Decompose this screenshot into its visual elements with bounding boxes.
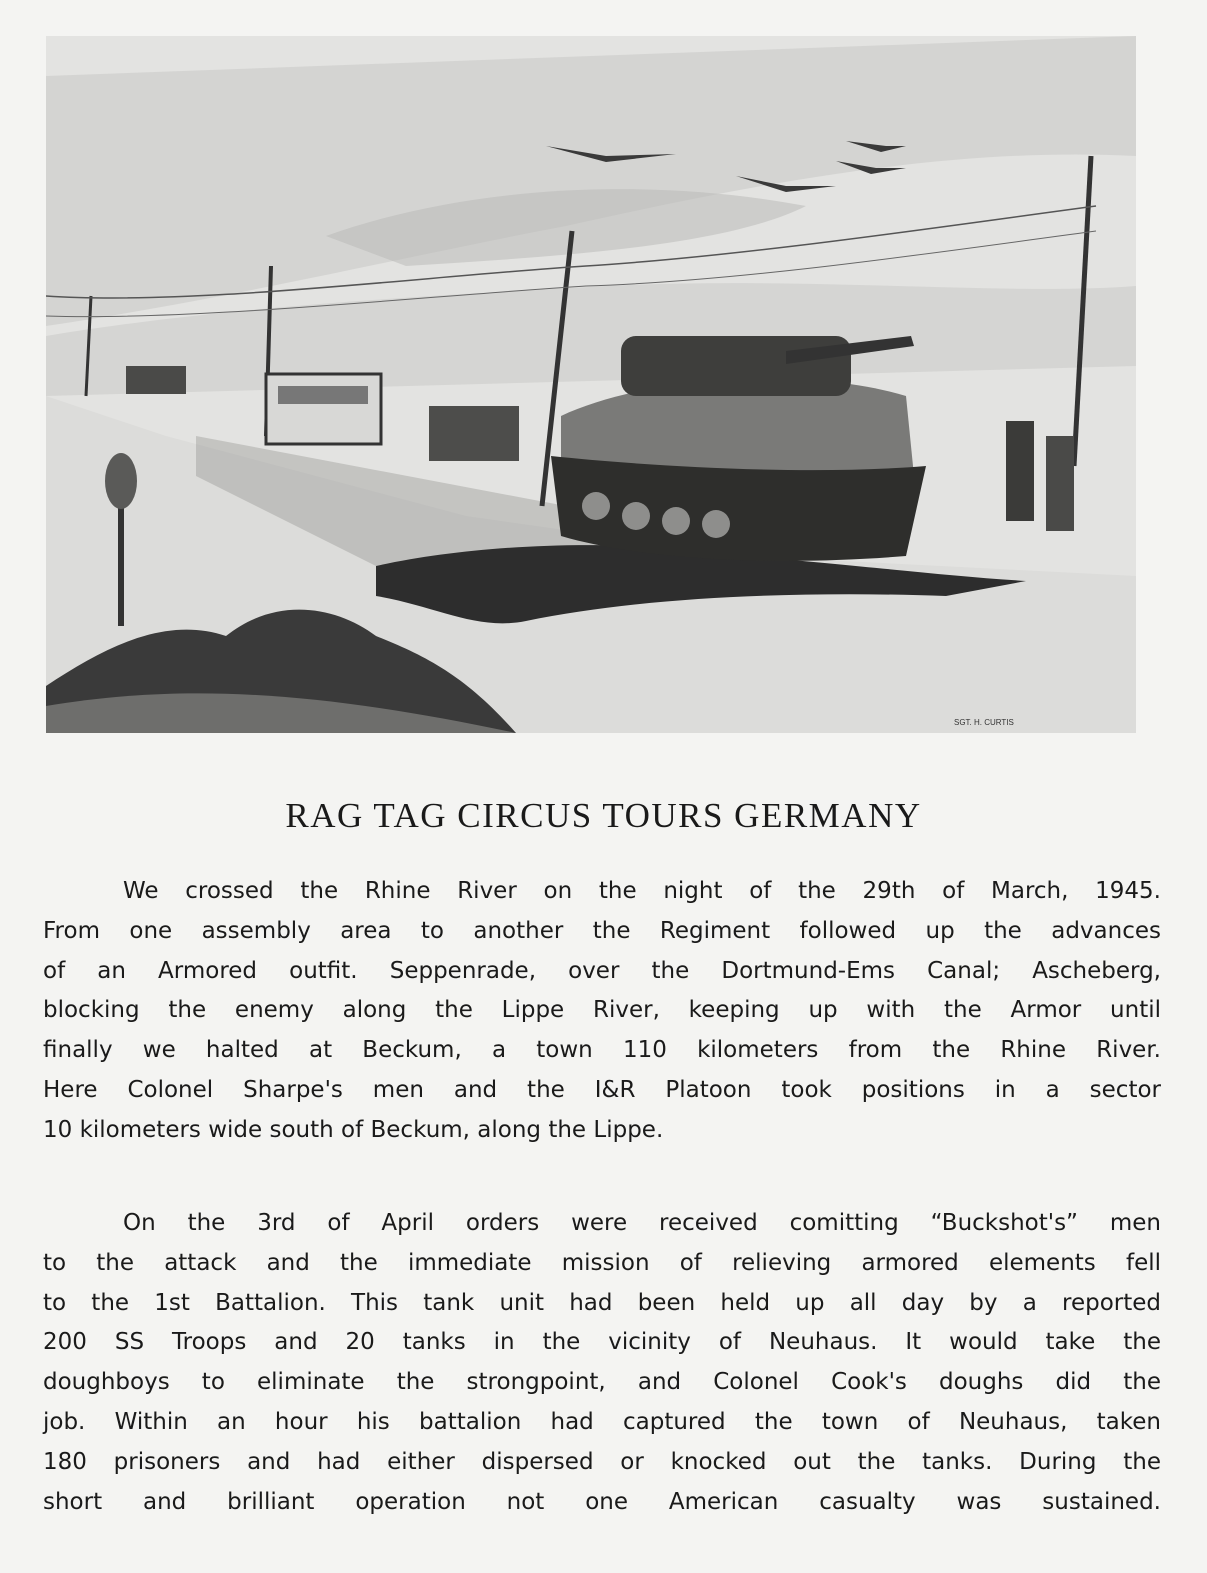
tank-convoy-illustration (46, 36, 1136, 733)
paragraph-line: doughboys to eliminate the strongpoint, and Colonel Cook's doughs did the (43, 1369, 1161, 1396)
paragraph-line: to the 1st Battalion. This tank unit had been held up all day by a reported (43, 1289, 1161, 1316)
paragraph-line: blocking the enemy along the Lippe River, keeping up with the Armor until (43, 997, 1161, 1024)
paragraph-line: On the 3rd of April orders were received comitting “Buckshot's” men (123, 1210, 1161, 1236)
paragraph-line: to the attack and the immediate mission of relieving armored elements fell (43, 1249, 1161, 1276)
paragraph-line: job. Within an hour his battalion had captured the town of Neuhaus, taken (43, 1408, 1161, 1435)
artist-signature: SGT. H. CURTIS (954, 718, 1014, 727)
paragraph-line: We crossed the Rhine River on the night of the 29th of March, 1945. (123, 878, 1161, 904)
article-title: RAG TAG CIRCUS TOURS GERMANY (285, 796, 922, 835)
paragraph-2 (43, 1204, 1161, 1522)
paragraph-line: 200 SS Troops and 20 tanks in the vicinity of Neuhaus. It would take the (43, 1329, 1161, 1356)
paragraph-1 (43, 872, 1161, 1151)
paragraph-line: 10 kilometers wide south of Beckum, along the Lippe. (43, 1116, 664, 1143)
paragraph-line: of an Armored outfit. Seppenrade, over the Dortmund-Ems Canal; Ascheberg, (43, 957, 1161, 984)
paragraph-line: 180 prisoners and had either dispersed or knocked out the tanks. During the (43, 1448, 1161, 1475)
paragraph-line: short and brilliant operation not one American casualty was sustained. (43, 1488, 1161, 1515)
paragraph-line: Here Colonel Sharpe's men and the I&R Platoon took positions in a sector (43, 1076, 1161, 1103)
paragraph-line: From one assembly area to another the Regiment followed up the advances (43, 917, 1161, 944)
paragraph-line: finally we halted at Beckum, a town 110 kilometers from the Rhine River. (43, 1037, 1161, 1064)
